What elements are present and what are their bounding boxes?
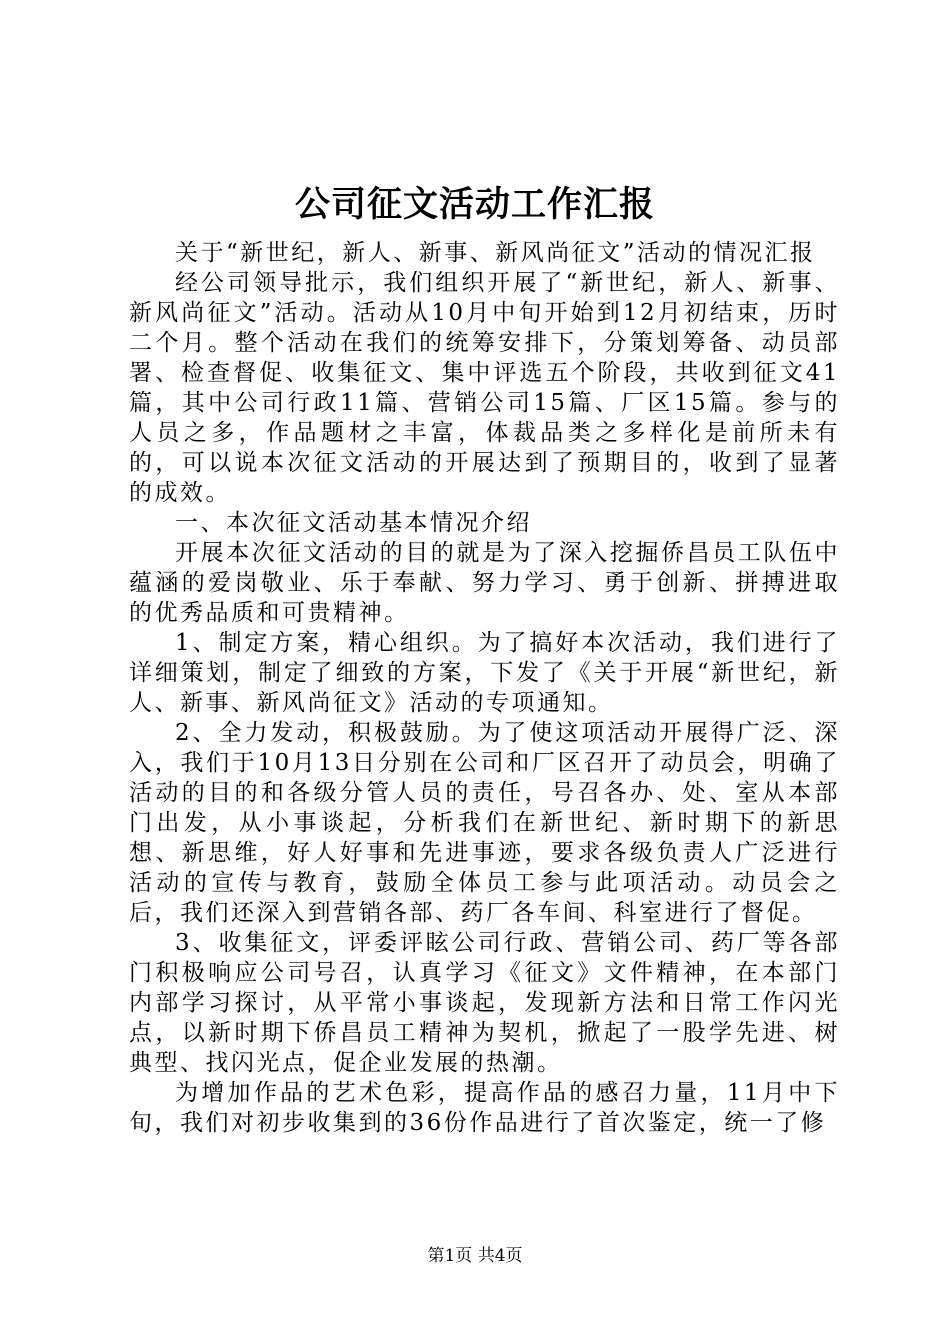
document-body xyxy=(129,238,840,1138)
paragraph-step-3-collect: 3、收集征文，评委评眩公司行政、营销公司、药厂等各部门积极响应公司号召，认真学习《征文》文件精神，在本部门内部学习探讨，从平常小事谈起，发现新方法和日常工作闪光点，以新时期下侨昌员工精神为契机，掀起了一股学先进、树典型、找闪光点，促企业发展的热潮。 xyxy=(129,930,840,1076)
page-number-footer: 第1页 共4页 xyxy=(427,1246,523,1266)
paragraph-report-subject: 关于“新世纪，新人、新事、新风尚征文”活动的情况汇报 xyxy=(175,240,816,266)
paragraph-step-2-mobilize: 2、全力发动，积极鼓励。为了使这项活动开展得广泛、深入，我们于10月13日分别在公司和厂区召开了动员会，明确了活动的目的和各级分管人员的责任，号召各办、处、室从本部门出发，从小事谈起，分析我们在新世纪、新时期下的新思想、新思维，好人好事和先进事迹，要求各级负责人广泛进行活动的宣传与教育，鼓励全体员工参与此项活动。动员会之后，我们还深入到营销各部、药厂各车间、科室进行了督促。 xyxy=(129,720,840,926)
section-heading-basic-info: 一、本次征文活动基本情况介绍 xyxy=(175,510,532,536)
document-title: 公司征文活动工作汇报 xyxy=(294,184,655,225)
paragraph-purpose: 开展本次征文活动的目的就是为了深入挖掘侨昌员工队伍中蕴涵的爱岗敬业、乐于奉献、努力学习、勇于创新、拼搏进取的优秀品质和可贵精神。 xyxy=(129,540,840,626)
paragraph-review: 为增加作品的艺术色彩，提高作品的感召力量，11月中下旬，我们对初步收集到的36份作品进行了首次鉴定，统一了修 xyxy=(129,1080,840,1136)
paragraph-step-1-plan: 1、制定方案，精心组织。为了搞好本次活动，我们进行了详细策划，制定了细致的方案，下发了《关于开展“新世纪，新人、新事、新风尚征文》活动的专项通知。 xyxy=(129,630,840,716)
paragraph-overview: 经公司领导批示，我们组织开展了“新世纪，新人、新事、新风尚征文”活动。活动从10月中旬开始到12月初结束，历时二个月。整个活动在我们的统筹安排下，分策划筹备、动员部署、检查督促、收集征文、集中评选五个阶段，共收到征文41篇，其中公司行政11篇、营销公司15篇、厂区15篇。参与的人员之多，作品题材之丰富，体裁品类之多样化是前所未有的，可以说本次征文活动的开展达到了预期目的，收到了显著的成效。 xyxy=(129,270,840,506)
